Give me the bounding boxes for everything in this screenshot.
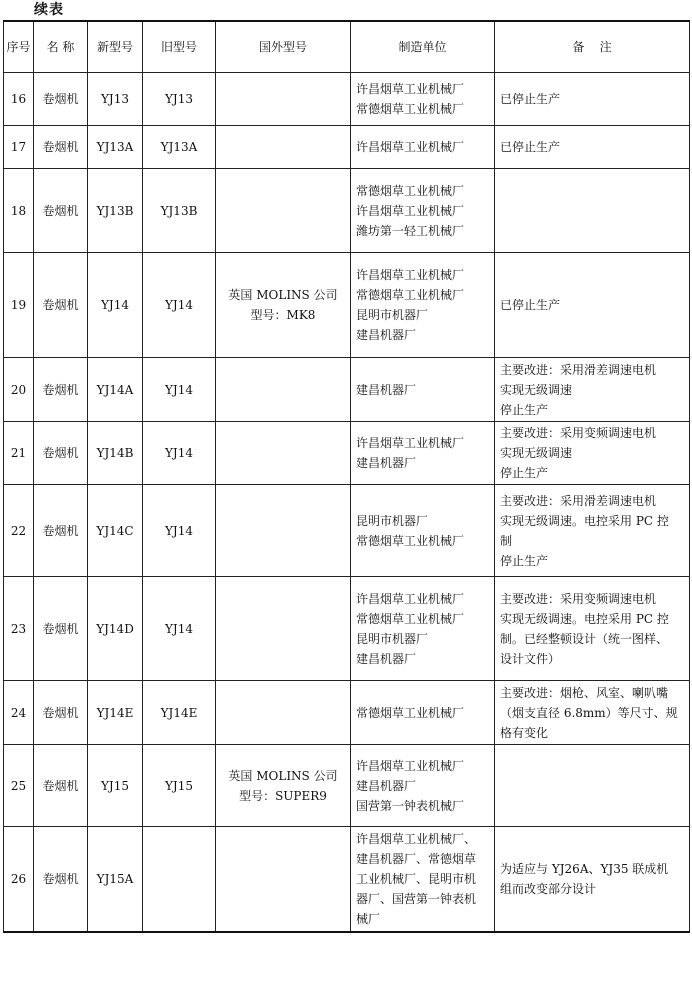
row-notes xyxy=(495,827,690,932)
header-notes: 备 注 xyxy=(495,21,690,73)
row-maker-line: 建昌机器厂 xyxy=(356,456,417,470)
table-row xyxy=(4,422,690,485)
row-number: 21 xyxy=(4,422,34,485)
row-maker-line: 常德烟草工业机械厂 xyxy=(356,183,465,198)
row-maker-line: 昆明市机器厂 xyxy=(356,308,429,322)
row-notes xyxy=(495,253,690,358)
row-notes-line: 设计文件） xyxy=(500,651,561,666)
row-foreign-model-line: 型号：MK8 xyxy=(250,308,316,322)
row-maker-line: 常德烟草工业机械厂 xyxy=(356,288,465,302)
row-foreign-model-line: 英国 MOLINS 公司 xyxy=(228,768,338,783)
row-maker-line: 常德烟草工业机械厂 xyxy=(356,102,465,116)
row-name: 卷烟机 xyxy=(34,358,88,422)
row-old-model: YJ15 xyxy=(143,745,216,827)
row-old-model xyxy=(143,827,216,932)
row-maker-line: 建昌机器厂 xyxy=(356,328,417,342)
table-row xyxy=(4,126,690,169)
row-old-model: YJ13A xyxy=(143,126,216,169)
row-maker-line: 许昌烟草工业机械厂 xyxy=(356,436,465,450)
header-name: 名 称 xyxy=(34,21,88,73)
row-name: 卷烟机 xyxy=(34,73,88,126)
row-foreign-model xyxy=(216,358,351,422)
row-name: 卷烟机 xyxy=(34,681,88,745)
row-name: 卷烟机 xyxy=(34,422,88,485)
row-old-model: YJ13B xyxy=(143,169,216,253)
row-new-model: YJ15 xyxy=(88,745,143,827)
table-row xyxy=(4,485,690,577)
table-row xyxy=(4,169,690,253)
row-notes-line: 停止生产 xyxy=(500,553,549,568)
row-notes-line: 主要改进：采用变频调速电机 xyxy=(500,591,657,606)
row-maker-line: 械厂 xyxy=(356,911,381,926)
row-notes xyxy=(495,577,690,681)
header-old-model: 旧型号 xyxy=(143,21,216,73)
row-notes-line: 停止生产 xyxy=(500,466,549,480)
row-notes-line: 为适应与 YJ26A、YJ35 联成机 xyxy=(500,861,669,876)
row-notes-line: 格有变化 xyxy=(500,725,549,740)
row-name: 卷烟机 xyxy=(34,745,88,827)
row-notes-line: （烟支直径 6.8mm）等尺寸、规 xyxy=(500,705,678,720)
table-row xyxy=(4,681,690,745)
row-maker xyxy=(351,126,495,169)
row-notes xyxy=(495,422,690,485)
row-notes xyxy=(495,126,690,169)
row-foreign-model xyxy=(216,745,351,827)
row-foreign-model xyxy=(216,681,351,745)
header-foreign-model: 国外型号 xyxy=(216,21,351,73)
row-notes xyxy=(495,73,690,126)
row-number: 20 xyxy=(4,358,34,422)
row-notes xyxy=(495,358,690,422)
row-name: 卷烟机 xyxy=(34,253,88,358)
row-new-model: YJ13 xyxy=(88,73,143,126)
row-new-model: YJ14C xyxy=(88,485,143,577)
row-old-model: YJ14 xyxy=(143,358,216,422)
row-maker-line: 许昌烟草工业机械厂、 xyxy=(356,831,477,846)
row-notes-line: 制。已经整顿设计（统一图样、 xyxy=(500,631,669,646)
row-maker-line: 许昌烟草工业机械厂 xyxy=(356,140,465,154)
row-maker-line: 工业机械厂、昆明市机 xyxy=(356,871,477,886)
row-maker xyxy=(351,681,495,745)
row-notes xyxy=(495,169,690,253)
header-no: 序号 xyxy=(4,21,34,73)
table-row xyxy=(4,745,690,827)
row-foreign-model xyxy=(216,253,351,358)
row-new-model: YJ14D xyxy=(88,577,143,681)
row-maker xyxy=(351,169,495,253)
row-name: 卷烟机 xyxy=(34,827,88,932)
row-maker-line: 许昌烟草工业机械厂 xyxy=(356,758,465,773)
row-foreign-model xyxy=(216,169,351,253)
row-maker-line: 许昌烟草工业机械厂 xyxy=(356,203,465,218)
row-notes-line: 实现无级调速。电控采用 PC 控 xyxy=(500,513,669,528)
row-foreign-model-line: 型号：SUPER9 xyxy=(239,788,327,803)
row-maker-line: 昆明市机器厂 xyxy=(356,513,429,528)
table-row xyxy=(4,73,690,126)
row-new-model: YJ13A xyxy=(88,126,143,169)
row-number: 19 xyxy=(4,253,34,358)
row-maker xyxy=(351,577,495,681)
row-notes-line: 实现无级调速 xyxy=(500,382,573,397)
row-notes-line: 已停止生产 xyxy=(500,140,561,154)
header-row xyxy=(4,21,690,73)
row-new-model: YJ14E xyxy=(88,681,143,745)
row-notes-line: 停止生产 xyxy=(500,402,549,417)
row-maker-line: 昆明市机器厂 xyxy=(356,631,429,646)
row-maker-line: 许昌烟草工业机械厂 xyxy=(356,268,465,282)
row-notes-line: 制 xyxy=(500,533,513,548)
model-table xyxy=(3,20,690,933)
row-number: 17 xyxy=(4,126,34,169)
row-new-model: YJ15A xyxy=(88,827,143,932)
row-maker xyxy=(351,73,495,126)
row-old-model: YJ14 xyxy=(143,422,216,485)
row-new-model: YJ14A xyxy=(88,358,143,422)
row-new-model: YJ14B xyxy=(88,422,143,485)
row-number: 18 xyxy=(4,169,34,253)
row-foreign-model-line: 英国 MOLINS 公司 xyxy=(228,288,338,302)
row-old-model: YJ14 xyxy=(143,577,216,681)
row-old-model: YJ14 xyxy=(143,253,216,358)
row-number: 26 xyxy=(4,827,34,932)
row-number: 22 xyxy=(4,485,34,577)
row-notes-line: 主要改进：采用变频调速电机 xyxy=(500,426,657,440)
row-maker xyxy=(351,358,495,422)
row-name: 卷烟机 xyxy=(34,485,88,577)
row-notes-line: 主要改进：烟枪、风室、喇叭嘴 xyxy=(500,685,669,700)
row-maker-line: 潍坊第一轻工机械厂 xyxy=(356,223,465,238)
row-foreign-model xyxy=(216,577,351,681)
row-notes-line: 组而改变部分设计 xyxy=(500,881,597,896)
row-foreign-model xyxy=(216,827,351,932)
row-foreign-model xyxy=(216,422,351,485)
row-new-model: YJ13B xyxy=(88,169,143,253)
table-body xyxy=(4,73,690,932)
row-name: 卷烟机 xyxy=(34,126,88,169)
row-number: 16 xyxy=(4,73,34,126)
row-notes-line: 主要改进：采用滑差调速电机 xyxy=(500,493,657,508)
row-maker xyxy=(351,422,495,485)
row-name: 卷烟机 xyxy=(34,577,88,681)
header-maker: 制造单位 xyxy=(351,21,495,73)
row-notes-line: 主要改进：采用滑差调速电机 xyxy=(500,362,657,377)
table-caption: 续表 xyxy=(34,2,64,18)
row-maker-line: 常德烟草工业机械厂 xyxy=(356,533,465,548)
row-foreign-model xyxy=(216,126,351,169)
row-number: 24 xyxy=(4,681,34,745)
header-new-model: 新型号 xyxy=(88,21,143,73)
row-maker-line: 器厂、国营第一钟表机 xyxy=(356,891,477,906)
row-number: 25 xyxy=(4,745,34,827)
row-maker xyxy=(351,253,495,358)
row-maker-line: 建昌机器厂、常德烟草 xyxy=(356,851,477,866)
table-row xyxy=(4,358,690,422)
row-notes-line: 实现无级调速。电控采用 PC 控 xyxy=(500,611,669,626)
table-row xyxy=(4,577,690,681)
row-notes-line: 已停止生产 xyxy=(500,92,561,106)
row-notes xyxy=(495,745,690,827)
table-row xyxy=(4,827,690,932)
row-maker-line: 常德烟草工业机械厂 xyxy=(356,705,465,720)
row-notes-line: 实现无级调速 xyxy=(500,446,573,460)
row-foreign-model xyxy=(216,73,351,126)
row-name: 卷烟机 xyxy=(34,169,88,253)
table-row xyxy=(4,253,690,358)
row-old-model: YJ14E xyxy=(143,681,216,745)
row-maker xyxy=(351,827,495,932)
row-maker-line: 许昌烟草工业机械厂 xyxy=(356,82,465,96)
row-new-model: YJ14 xyxy=(88,253,143,358)
row-foreign-model xyxy=(216,485,351,577)
row-old-model: YJ13 xyxy=(143,73,216,126)
row-maker xyxy=(351,745,495,827)
row-maker-line: 建昌机器厂 xyxy=(356,382,417,397)
row-notes xyxy=(495,485,690,577)
row-maker-line: 许昌烟草工业机械厂 xyxy=(356,591,465,606)
row-maker-line: 建昌机器厂 xyxy=(356,651,417,666)
row-maker xyxy=(351,485,495,577)
row-maker-line: 建昌机器厂 xyxy=(356,778,417,793)
row-maker-line: 国营第一钟表机械厂 xyxy=(356,798,465,813)
row-notes xyxy=(495,681,690,745)
row-notes-line: 已停止生产 xyxy=(500,298,561,312)
row-maker-line: 常德烟草工业机械厂 xyxy=(356,611,465,626)
row-old-model: YJ14 xyxy=(143,485,216,577)
row-number: 23 xyxy=(4,577,34,681)
